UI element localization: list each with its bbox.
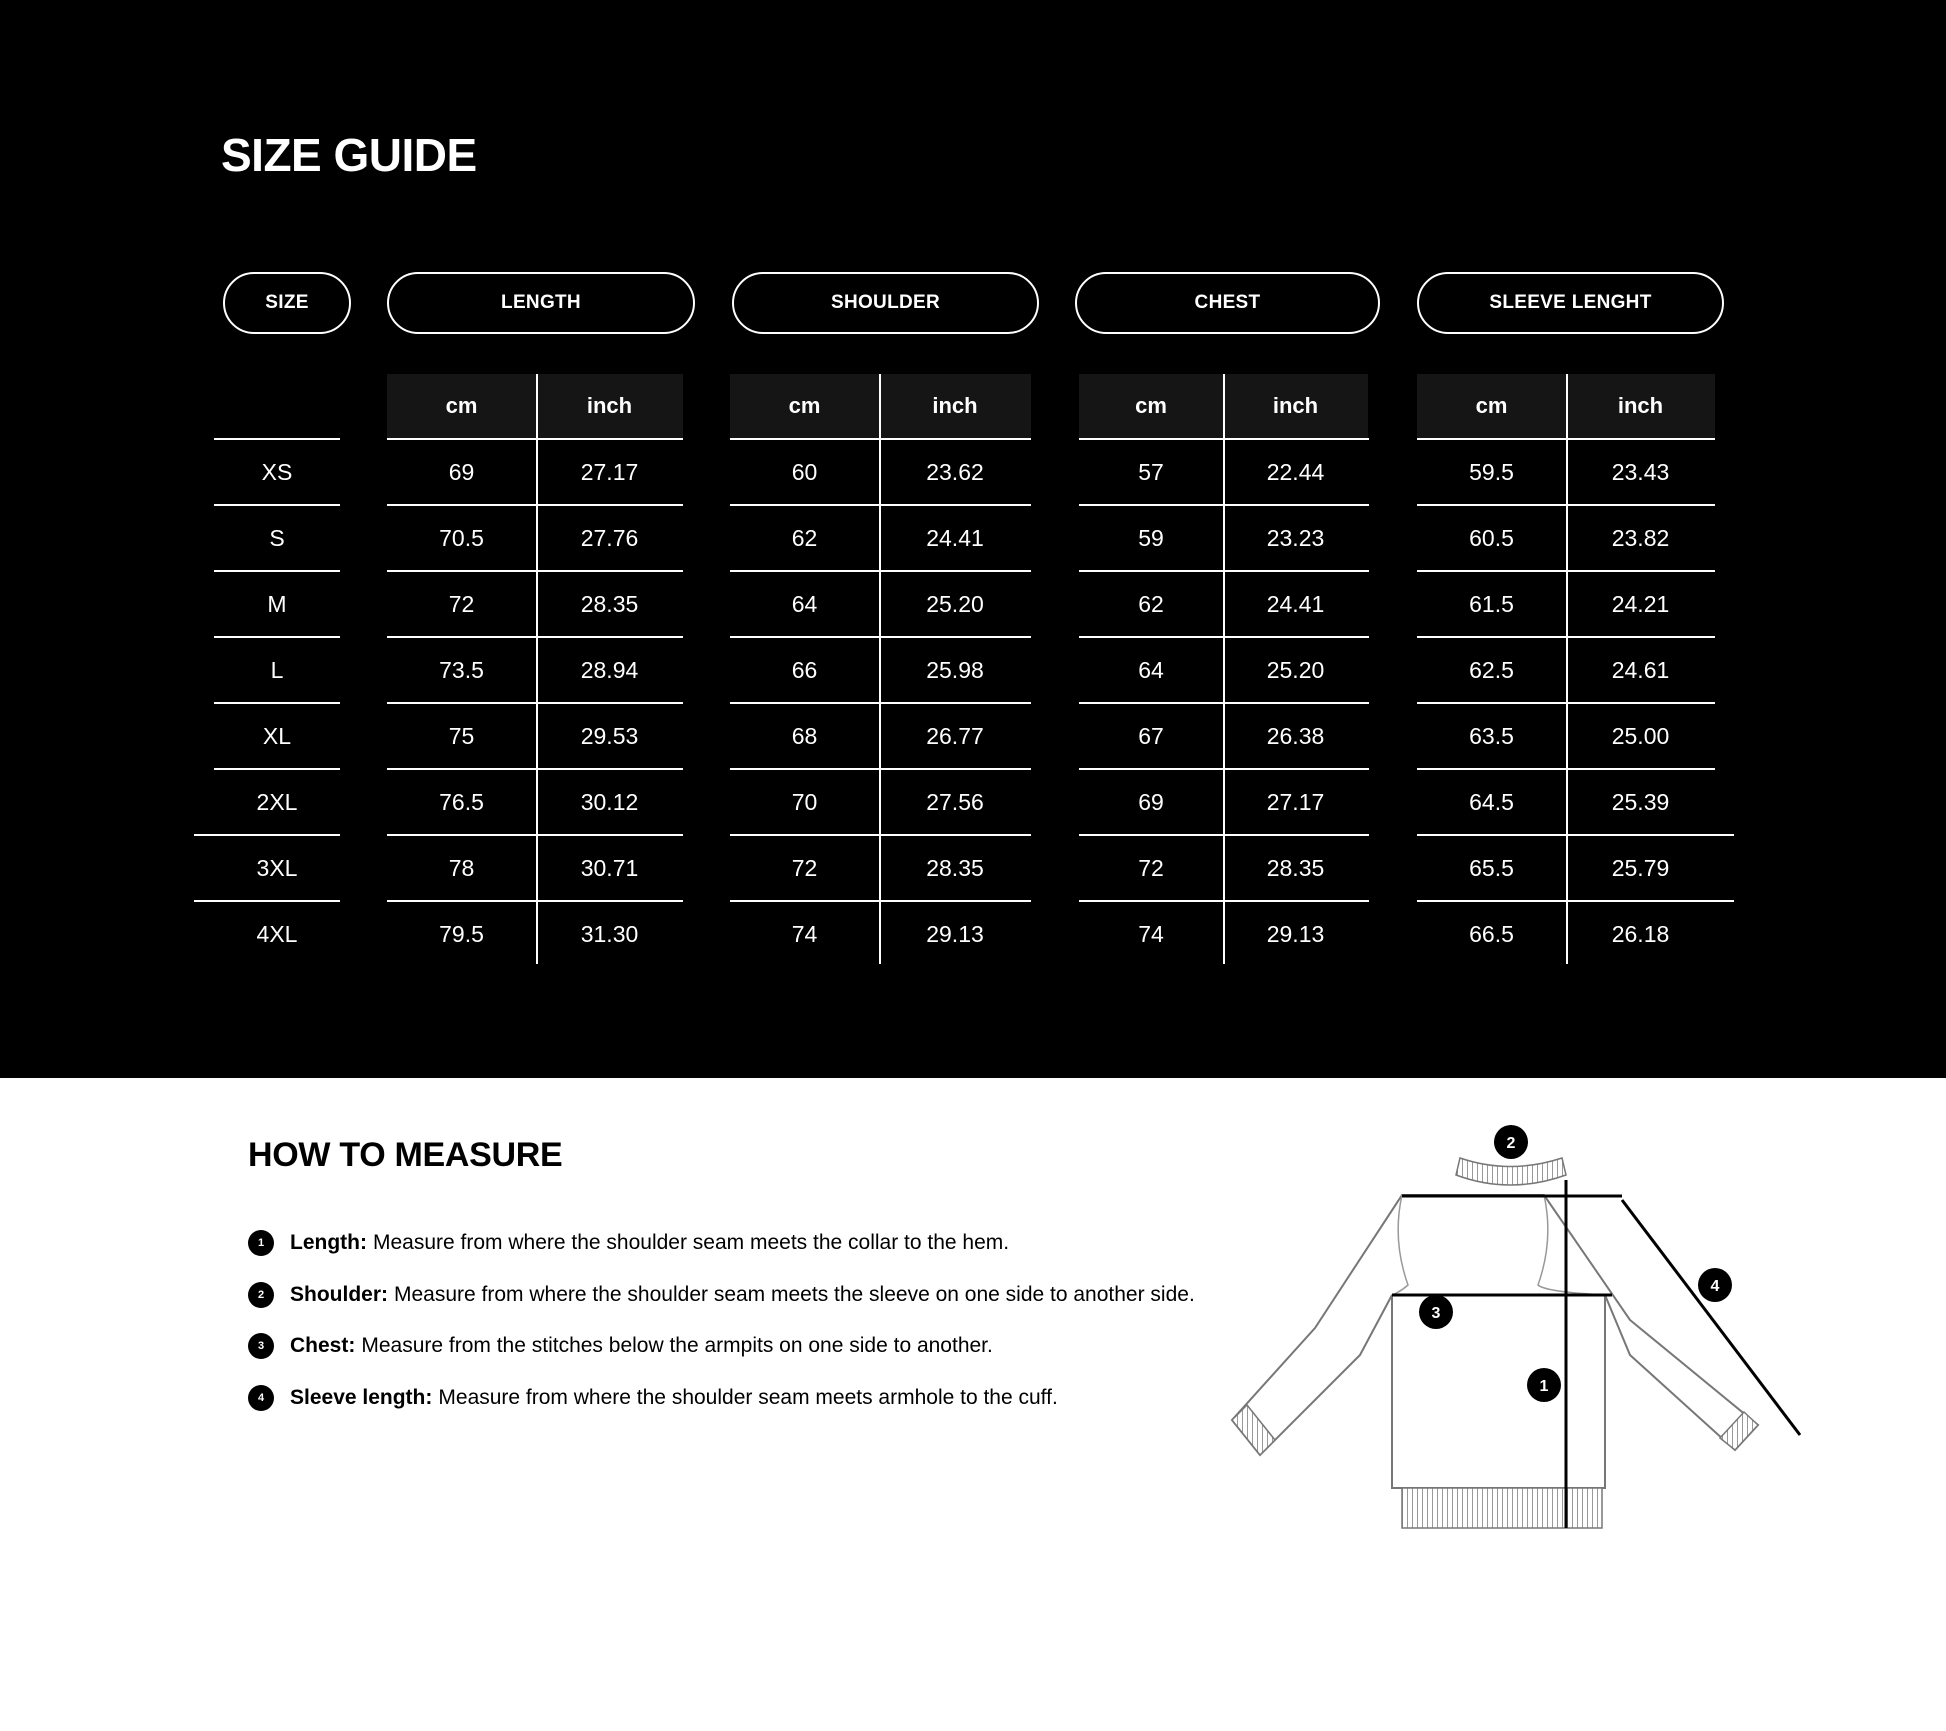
table-cell-shoulder-cm: 70 [791, 788, 818, 815]
size-label: 2XL [256, 788, 298, 815]
table-cell-length-cm: 76.5 [439, 788, 484, 815]
table-cell-sleeve-cm: 60.5 [1469, 524, 1514, 551]
table-cell-length-inch: 27.17 [580, 458, 639, 485]
table-cell-shoulder-cm: 64 [791, 590, 818, 617]
table-cell-shoulder-inch: 24.41 [926, 524, 984, 551]
table-cell-sleeve-cm: 64.5 [1469, 788, 1514, 815]
step-length [248, 1230, 1009, 1256]
table-cell-sleeve-inch: 23.43 [1611, 458, 1670, 485]
table-cell-sleeve-inch: 23.82 [1611, 524, 1670, 551]
step-term: Chest: [290, 1334, 356, 1357]
table-cell-sleeve-cm: 63.5 [1469, 722, 1514, 749]
table-cell-shoulder-cm: 66 [791, 656, 818, 683]
step-number-badge: 1 [248, 1230, 274, 1256]
step-shoulder [248, 1282, 1195, 1308]
header-chest: CHEST [1075, 272, 1380, 334]
table-cell-chest-inch: 26.38 [1266, 722, 1325, 749]
table-cell-sleeve-cm: 65.5 [1469, 854, 1514, 881]
table-cell-chest-cm: 69 [1138, 788, 1164, 815]
table-cell-chest-cm: 64 [1138, 656, 1164, 683]
table-cell-shoulder-cm: 60 [791, 458, 818, 485]
step-number-badge: 4 [248, 1385, 274, 1411]
sweater-diagram-icon [1220, 1120, 1810, 1540]
unit-header-cm: cm [1079, 374, 1223, 438]
table-cell-shoulder-cm: 72 [791, 854, 818, 881]
step-text: Measure from the stitches below the armpits on one side to another. [361, 1334, 993, 1357]
table-cell-shoulder-inch: 27.56 [926, 788, 984, 815]
page-title: SIZE GUIDE [221, 129, 477, 181]
unit-header-inch: inch [1566, 374, 1715, 438]
table-cell-shoulder-cm: 74 [791, 920, 818, 947]
table-cell-chest-inch: 29.13 [1266, 920, 1325, 947]
table-cell-length-cm: 70.5 [439, 524, 484, 551]
unit-header-inch: inch [536, 374, 683, 438]
unit-header-cm: cm [730, 374, 879, 438]
table-cell-chest-cm: 57 [1138, 458, 1164, 485]
table-cell-shoulder-inch: 25.20 [926, 590, 984, 617]
table-cell-chest-inch: 24.41 [1266, 590, 1325, 617]
step-term: Shoulder: [290, 1283, 388, 1306]
step-text: Measure from where the shoulder seam meets the sleeve on one side to another side. [394, 1283, 1195, 1306]
header-length: LENGTH [387, 272, 695, 334]
table-cell-shoulder-inch: 25.98 [926, 656, 984, 683]
table-cell-length-inch: 31.30 [580, 920, 639, 947]
table-cell-chest-cm: 59 [1138, 524, 1164, 551]
step-term: Length: [290, 1231, 367, 1254]
table-cell-sleeve-inch: 25.79 [1611, 854, 1670, 881]
step-number-badge: 2 [248, 1282, 274, 1308]
table-cell-length-inch: 29.53 [580, 722, 639, 749]
table-cell-length-inch: 27.76 [580, 524, 639, 551]
size-label: 3XL [256, 854, 298, 881]
table-cell-sleeve-inch: 25.39 [1611, 788, 1670, 815]
table-cell-shoulder-inch: 23.62 [926, 458, 984, 485]
step-term: Sleeve length: [290, 1386, 433, 1409]
unit-header-inch: inch [879, 374, 1031, 438]
table-cell-sleeve-inch: 24.61 [1611, 656, 1670, 683]
table-cell-sleeve-inch: 26.18 [1611, 920, 1670, 947]
header-sleeve-length: SLEEVE LENGHT [1417, 272, 1724, 334]
step-sleeve-length [248, 1385, 1058, 1411]
step-text: Measure from where the shoulder seam meets armhole to the cuff. [438, 1386, 1058, 1409]
table-cell-sleeve-cm: 61.5 [1469, 590, 1514, 617]
table-cell-sleeve-cm: 66.5 [1469, 920, 1514, 947]
table-cell-length-inch: 30.71 [580, 854, 639, 881]
table-cell-length-cm: 79.5 [439, 920, 484, 947]
table-cell-chest-inch: 28.35 [1266, 854, 1325, 881]
size-label: XL [262, 722, 292, 749]
table-cell-chest-cm: 72 [1138, 854, 1164, 881]
unit-header-cm: cm [1417, 374, 1566, 438]
table-cell-length-inch: 28.35 [580, 590, 639, 617]
table-cell-shoulder-cm: 62 [791, 524, 818, 551]
table-cell-chest-inch: 25.20 [1266, 656, 1325, 683]
table-cell-sleeve-inch: 24.21 [1611, 590, 1670, 617]
step-text: Measure from where the shoulder seam meets the collar to the hem. [372, 1231, 1010, 1254]
marker-1: 1 [1539, 1378, 1549, 1395]
marker-2: 2 [1506, 1135, 1516, 1152]
table-cell-sleeve-cm: 62.5 [1469, 656, 1514, 683]
table-cell-shoulder-inch: 26.77 [926, 722, 984, 749]
unit-header-cm: cm [387, 374, 536, 438]
step-number-badge: 3 [248, 1333, 274, 1359]
unit-header-inch: inch [1223, 374, 1368, 438]
step-chest [248, 1333, 993, 1359]
header-size: SIZE [223, 272, 351, 334]
marker-3: 3 [1431, 1305, 1441, 1322]
table-cell-shoulder-cm: 68 [791, 722, 818, 749]
size-label: M [267, 590, 287, 617]
table-cell-sleeve-cm: 59.5 [1469, 458, 1514, 485]
table-cell-chest-inch: 22.44 [1266, 458, 1325, 485]
table-cell-shoulder-inch: 28.35 [926, 854, 984, 881]
table-cell-chest-cm: 67 [1138, 722, 1164, 749]
table-cell-length-cm: 69 [448, 458, 475, 485]
size-label: S [269, 524, 285, 551]
table-cell-chest-inch: 27.17 [1266, 788, 1325, 815]
how-to-measure-title: HOW TO MEASURE [248, 1136, 563, 1174]
table-cell-length-inch: 30.12 [580, 788, 639, 815]
table-cell-length-inch: 28.94 [580, 656, 639, 683]
table-cell-chest-inch: 23.23 [1266, 524, 1325, 551]
table-cell-length-cm: 75 [448, 722, 475, 749]
table-cell-sleeve-inch: 25.00 [1611, 722, 1670, 749]
table-cell-length-cm: 73.5 [439, 656, 484, 683]
size-label: 4XL [256, 920, 298, 947]
table-cell-shoulder-inch: 29.13 [926, 920, 984, 947]
table-cell-length-cm: 78 [448, 854, 475, 881]
table-cell-length-cm: 72 [448, 590, 475, 617]
size-label: L [270, 656, 284, 683]
header-shoulder: SHOULDER [732, 272, 1039, 334]
table-cell-chest-cm: 62 [1138, 590, 1164, 617]
size-label: XS [261, 458, 293, 485]
table-cell-chest-cm: 74 [1138, 920, 1164, 947]
marker-4: 4 [1710, 1278, 1720, 1295]
